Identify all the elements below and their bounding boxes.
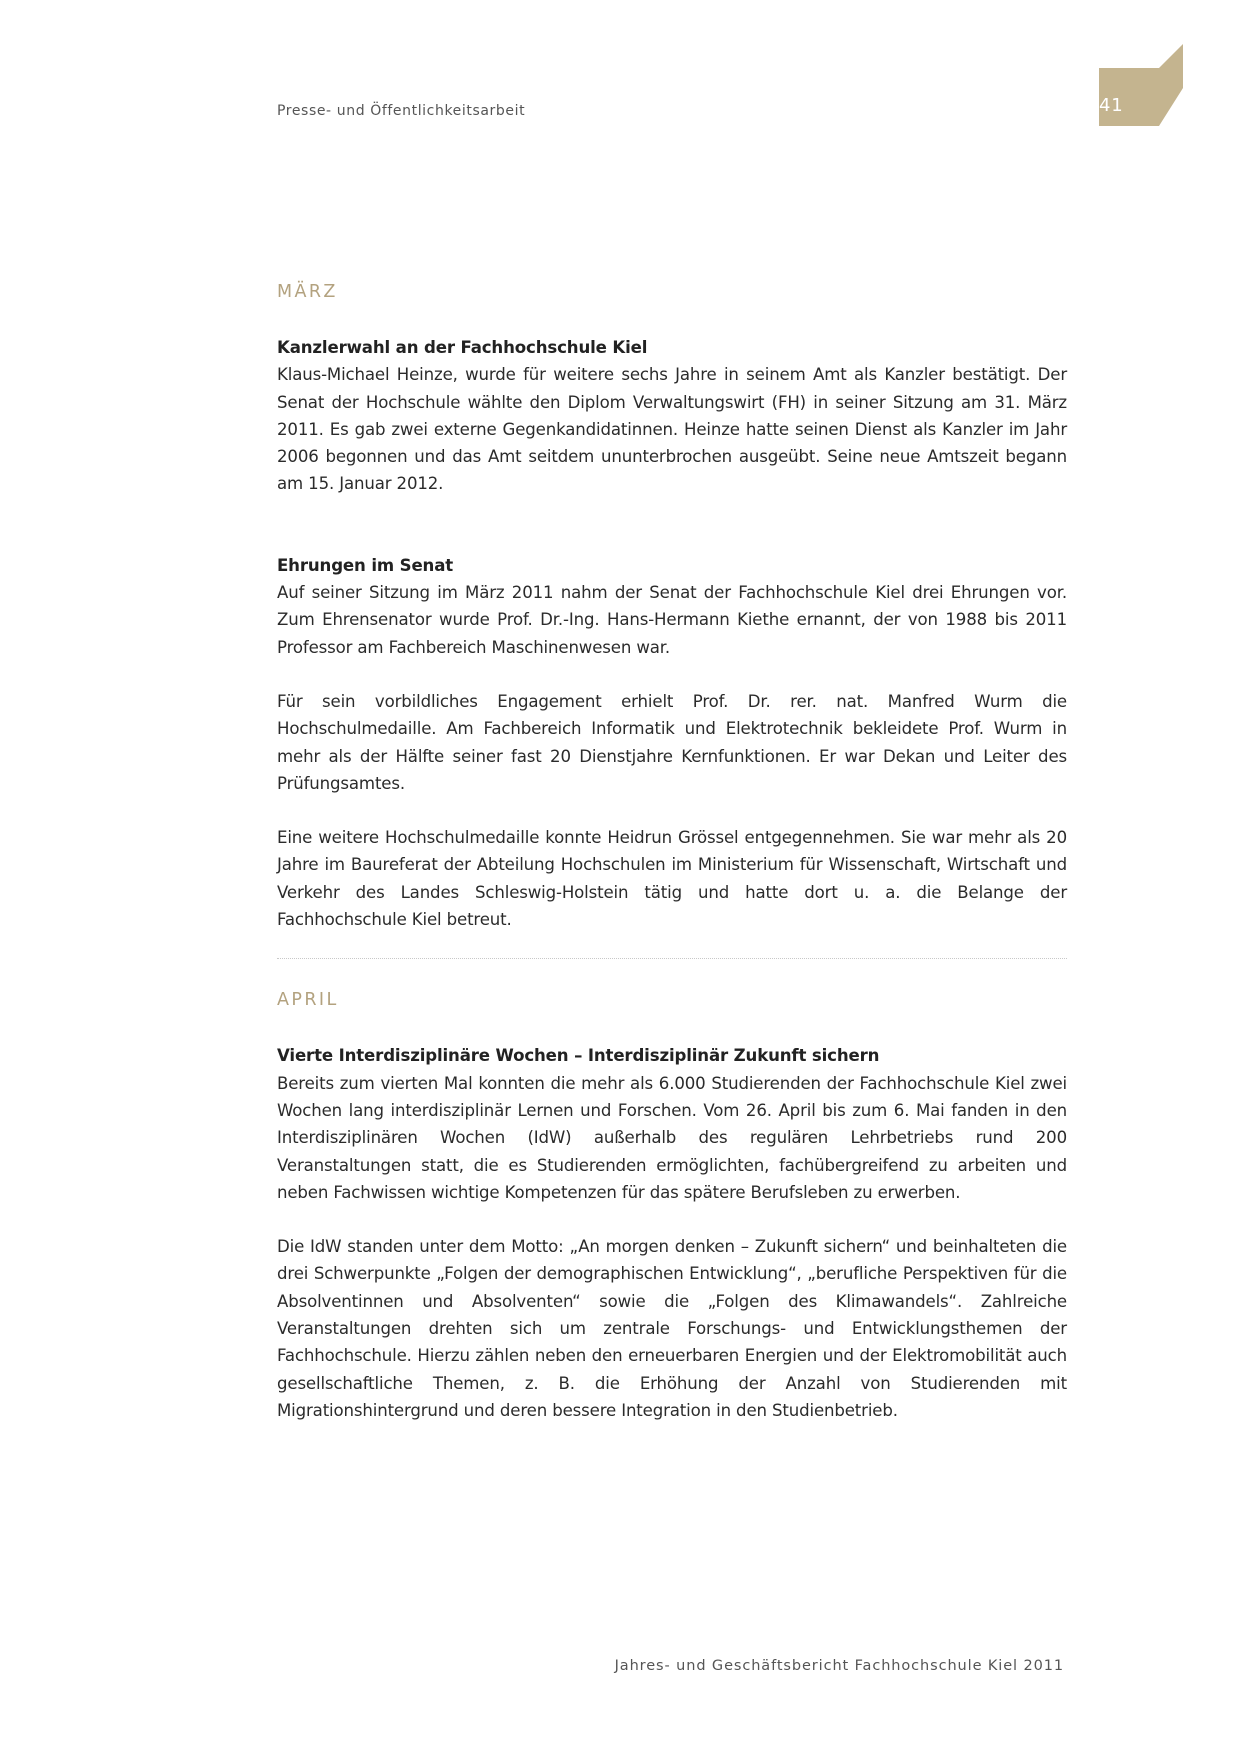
running-head: Presse- und Öffentlichkeitsarbeit	[277, 103, 526, 119]
page-footer: Jahres- und Geschäftsbericht Fachhochschule Kiel 2011	[614, 1658, 1064, 1674]
month-section-maerz	[277, 278, 1067, 933]
article-paragraph: Eine weitere Hochschulmedaille konnte Heidrun Grössel entgegennehmen. Sie war mehr als 20 Jahre im Baureferat der Abteilung Hochschulen im Ministerium für Wissenschaft, Wirtschaft und Verkehr des Landes Schleswig-Holstein tätig und hatte dort u. a. die Belange der Fachhochschule Kiel betreut.	[277, 828, 1067, 930]
month-heading: APRIL	[277, 990, 339, 1011]
article-interdisziplinaere-wochen	[277, 1042, 1067, 1424]
article-paragraph: Die IdW standen unter dem Motto: „An morgen denken – Zukunft sichern“ und beinhalteten die drei Schwerpunkte „Folgen der demographischen Entwicklung“, „berufliche Perspektiven für die Absolventinnen und Absolventen“ sowie die „Folgen des Klimawandels“. Zahlreiche Veranstaltungen drehten sich um zentrale Forschungs- und Entwicklungsthemen der Fachhochschule. Hierzu zählen neben den erneuerbaren Energien und der Elektromobilität auch gesellschaftliche Themen, z. B. die Erhöhung der Anzahl von Studierenden mit Migrationshintergrund und deren bessere Integration in den Studienbetrieb.	[277, 1237, 1067, 1420]
section-divider	[277, 958, 1067, 959]
article-paragraph: Auf seiner Sitzung im März 2011 nahm der Senat der Fachhochschule Kiel drei Ehrungen vor. Zum Ehrensenator wurde Prof. Dr.-Ing. Hans-Hermann Kiethe ernannt, der von 1988 bis 2011 Professor am Fachbereich Maschinenwesen war.	[277, 583, 1067, 657]
spacer	[277, 498, 1067, 552]
article-ehrungen	[277, 552, 1067, 934]
article-title: Ehrungen im Senat	[277, 555, 454, 575]
article-kanzlerwahl	[277, 334, 1067, 498]
spacer	[277, 661, 1067, 688]
page-content	[277, 278, 1067, 1424]
spacer	[277, 1206, 1067, 1233]
page-number: 41	[1099, 95, 1124, 116]
month-heading: MÄRZ	[277, 282, 338, 302]
article-title: Vierte Interdisziplinäre Wochen – Interdisziplinär Zukunft sichern	[277, 1046, 880, 1066]
month-section-april	[277, 986, 1067, 1424]
article-paragraph: Bereits zum vierten Mal konnten die mehr als 6.000 Studierenden der Fachhochschule Kiel zwei Wochen lang interdisziplinär Lernen und Forschen. Vom 26. April bis zum 6. Mai fanden in den Interdisziplinären Wochen (IdW) außerhalb des regulären Lehrbetriebs rund 200 Veranstaltungen statt, die es Studierenden ermöglichten, fachübergreifend zu arbeiten und neben Fachwissen wichtige Kompetenzen für das spätere Berufsleben zu erwerben.	[277, 1073, 1067, 1202]
article-paragraph: Für sein vorbildliches Engagement erhielt Prof. Dr. rer. nat. Manfred Wurm die Hochschulmedaille. Am Fachbereich Informatik und Elektrotechnik bekleidete Prof. Wurm in mehr als der Hälfte seiner fast 20 Dienstjahre Kernfunktionen. Er war Dekan und Leiter des Prüfungsamtes.	[277, 691, 1067, 793]
spacer	[277, 797, 1067, 824]
article-title: Kanzlerwahl an der Fachhochschule Kiel	[277, 338, 648, 357]
article-paragraph: Klaus-Michael Heinze, wurde für weitere sechs Jahre in seinem Amt als Kanzler bestätigt. Der Senat der Hochschule wählte den Diplom Verwaltungswirt (FH) in seiner Sitzung am 31. März 2011. Es gab zwei externe Gegenkandidatinnen. Heinze hatte seinen Dienst als Kanzler im Jahr 2006 begonnen und das Amt seitdem ununterbrochen ausgeübt. Seine neue Amtszeit begann am 15. Januar 2012.	[277, 365, 1067, 494]
